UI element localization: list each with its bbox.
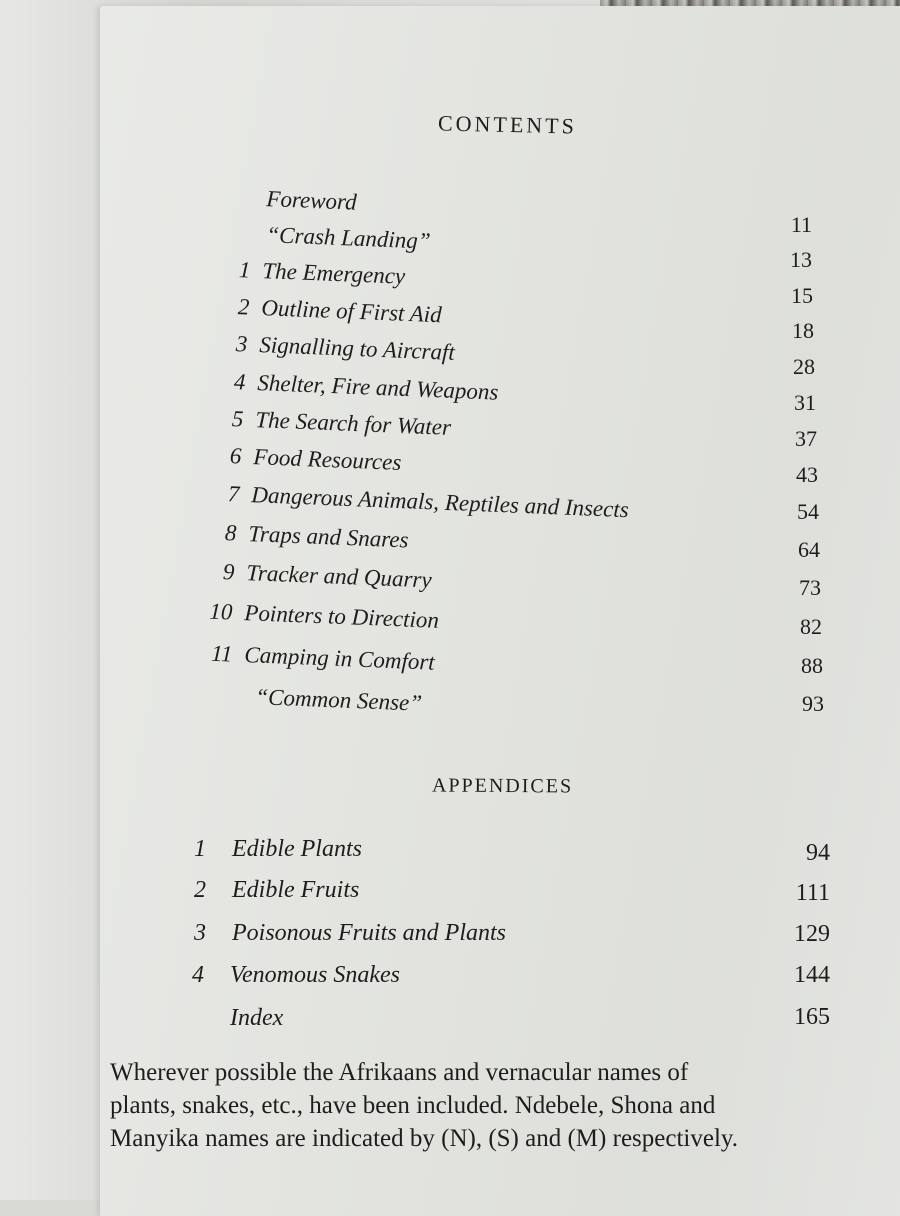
- toc-page-number: 82: [800, 614, 822, 639]
- appendix-entry-title: Poisonous Fruits and Plants: [232, 920, 507, 946]
- toc-page-number: 11: [790, 212, 812, 237]
- appendix-entry-title: Edible Plants: [232, 836, 362, 862]
- toc-entry-title: Traps and Snares: [247, 521, 410, 553]
- toc-entry-number: 10: [208, 598, 233, 625]
- appendix-entry-number: 3: [194, 920, 206, 946]
- toc-entry-title: “Crash Landing”: [265, 222, 432, 254]
- appendix-page-number: 111: [795, 880, 830, 906]
- toc-entry-title: The Search for Water: [254, 407, 452, 440]
- appendices-heading: APPENDICES: [431, 774, 574, 798]
- toc-entry-number: 3: [235, 331, 248, 357]
- toc-entry-title: “Common Sense”: [254, 684, 423, 716]
- footnote-line: Manyika names are indicated by (N), (S) and (M) respectively.: [110, 1125, 739, 1152]
- toc-entry-title: Dangerous Animals, Reptiles and Insects: [250, 482, 630, 523]
- toc-entry-title: Foreword: [265, 186, 358, 215]
- footnote-paragraph: [110, 1056, 895, 1155]
- toc-entry-title: Pointers to Direction: [243, 600, 440, 633]
- toc-page-number: 64: [798, 537, 820, 562]
- toc-entry-title: Food Resources: [252, 444, 402, 476]
- appendix-page-number: 94: [806, 840, 830, 866]
- toc-page-number: 43: [796, 462, 818, 487]
- appendix-entry-number: 4: [192, 962, 204, 988]
- toc-page-number: 37: [795, 426, 817, 451]
- toc-entry-number: 1: [238, 257, 251, 283]
- toc-page-number: 73: [799, 575, 821, 600]
- footnote-line: plants, snakes, etc., have been included. Ndebele, Shona and: [110, 1092, 716, 1119]
- toc-entry-number: 8: [224, 520, 237, 546]
- toc-entry-title: Signalling to Aircraft: [258, 332, 456, 365]
- toc-entry-number: 6: [229, 443, 242, 469]
- toc-page-number: 18: [792, 318, 814, 343]
- appendix-entry-title: Venomous Snakes: [230, 962, 400, 988]
- toc-entry-title: Camping in Comfort: [243, 642, 436, 675]
- toc-entry-number: 7: [227, 481, 240, 507]
- toc-entry-number: 2: [237, 294, 250, 320]
- appendix-entry-title: Index: [230, 1005, 284, 1031]
- appendix-entry-number: 1: [194, 836, 206, 862]
- toc-page-number: 13: [790, 247, 812, 272]
- toc-page-number: 28: [793, 354, 815, 379]
- appendix-entry-number: 2: [194, 877, 206, 903]
- contents-heading: CONTENTS: [437, 110, 578, 139]
- toc-entry-title: Tracker and Quarry: [245, 560, 433, 593]
- appendix-page-number: 165: [794, 1004, 830, 1030]
- footnote-line: Wherever possible the Afrikaans and vernacular names of: [110, 1059, 689, 1086]
- toc-entry-title: Shelter, Fire and Weapons: [256, 370, 499, 405]
- toc-page-number: 15: [791, 283, 813, 308]
- toc-page-number: 93: [802, 691, 824, 716]
- toc-page-number: 54: [797, 499, 819, 524]
- toc-entry-number: 11: [210, 640, 233, 667]
- toc-entry-title: Outline of First Aid: [260, 295, 443, 328]
- appendix-entry-title: Edible Fruits: [232, 877, 360, 903]
- toc-entry-number: 4: [233, 369, 246, 395]
- toc-entry-number: 9: [222, 559, 235, 585]
- toc-page-number: 88: [801, 653, 823, 678]
- toc-entry-title: The Emergency: [261, 258, 406, 289]
- appendix-page-number: 144: [794, 962, 830, 988]
- toc-entry-number: 5: [231, 406, 244, 432]
- appendix-page-number: 129: [794, 921, 830, 947]
- toc-page-number: 31: [794, 390, 816, 415]
